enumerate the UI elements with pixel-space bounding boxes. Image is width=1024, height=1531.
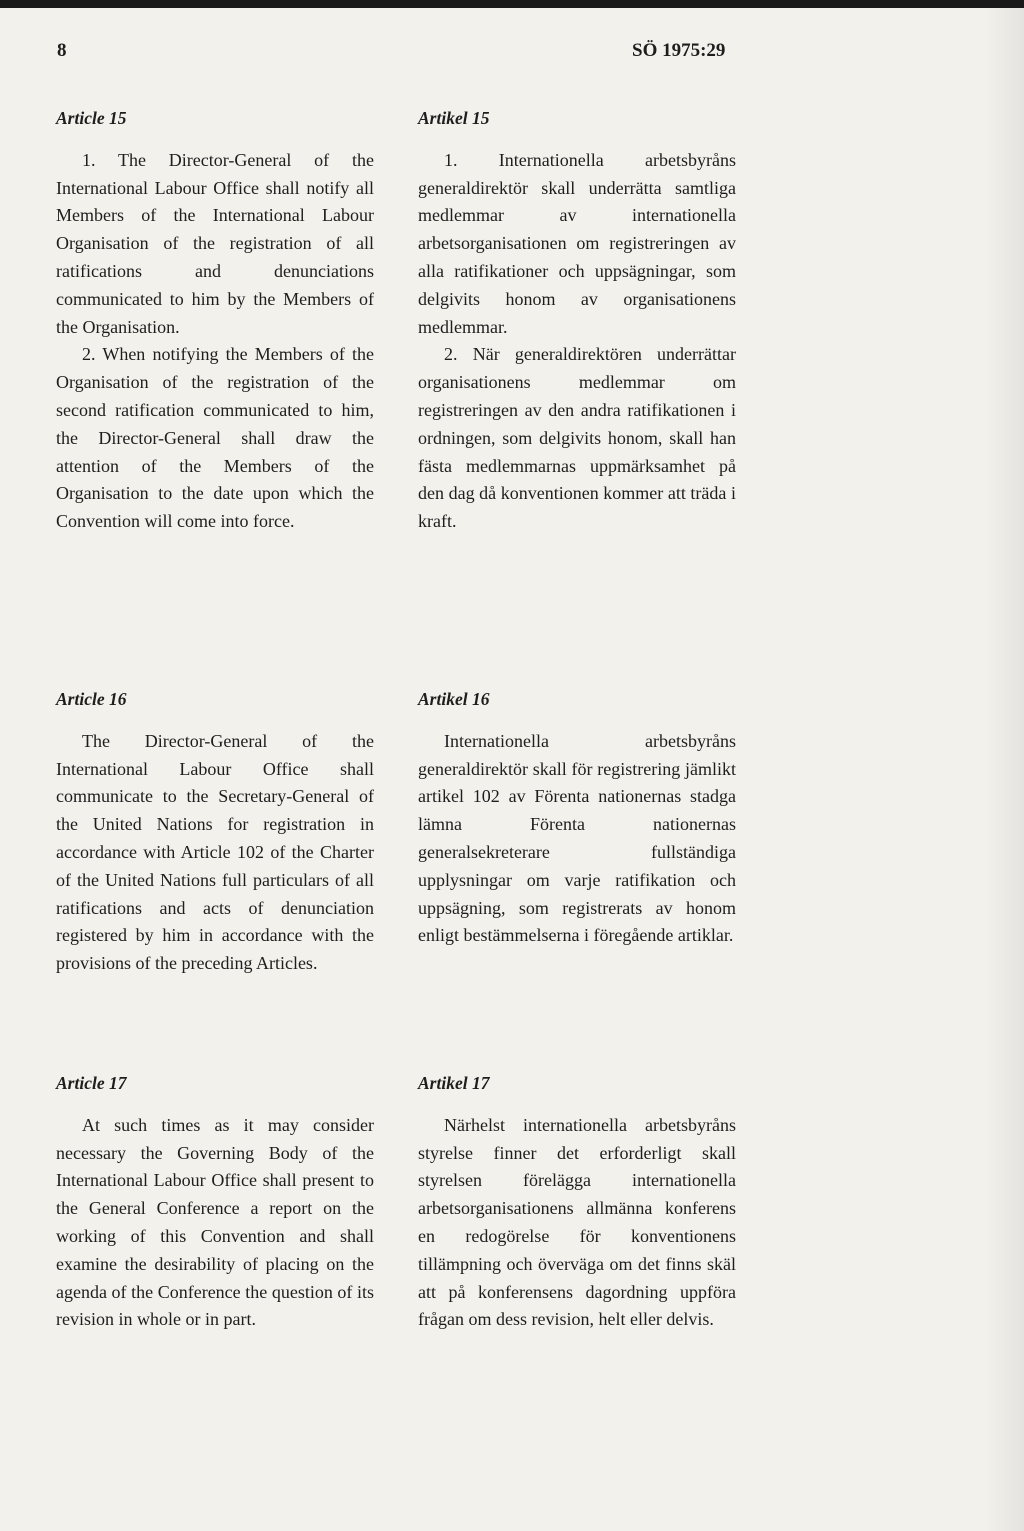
article-17-title: Article 17	[56, 1073, 127, 1093]
article-15-paragraph-2: 2. When notifying the Members of the Organisation of the registration of the second ratification communicated to him, the Director-General shall draw the attention of the Members of the Organisation to the date upon which the Convention will come into force.	[56, 344, 374, 532]
swedish-artikel-17	[418, 1070, 736, 1334]
article-16-paragraph-1: The Director-General of the International Labour Office shall communicate to the Secretary-General of the United Nations for registration in accordance with Article 102 of the Charter of the United Nations full particulars of all ratifications and acts of denunciation registered by him in accordance with the provisions of the preceding Articles.	[56, 730, 374, 974]
swedish-artikel-15	[418, 105, 736, 536]
artikel-15-title: Artikel 15	[418, 108, 490, 128]
artikel-15-paragraph-1: 1. Internationella arbetsbyråns generaldirektör skall underrätta samtliga medlemmar av internationella arbetsorganisationen om registreringen av alla ratifikationer och uppsägningar, som delgivits honom av organisationens medlemmar.	[418, 149, 736, 337]
artikel-16-paragraph-1: Internationella arbetsbyråns generaldirektör skall för registrering jämlikt artikel 102 av Förenta nationernas stadga lämna Förenta nationernas generalsekreterare fullständiga upplysningar om varje ratifikation och uppsägning, som registrerats av honom enligt bestämmelserna i föregående artiklar.	[418, 730, 736, 946]
swedish-artikel-16	[418, 686, 736, 950]
article-17-paragraph-1: At such times as it may consider necessary the Governing Body of the International Labour Office shall present to the General Conference a report on the working of this Convention and shall examine the desirability of placing on the agenda of the Conference the question of its revision in whole or in part.	[56, 1114, 374, 1330]
artikel-17-paragraph-1: Närhelst internationella arbetsbyråns styrelse finner det erforderligt skall styrelsen förelägga internationella arbetsorganisationens allmänna konferens en redogörelse för konventionens tillämpning och överväga om det finns skäl att på konferensens dagordning uppföra frågan om dess revision, helt eller delvis.	[418, 1114, 736, 1330]
artikel-15-paragraph-2: 2. När generaldirektören underrättar organisationens medlemmar om registreringen av den andra ratifikationen i ordningen, som delgivits honom, skall han fästa medlemmarnas uppmärksamhet på den dag då konventionen kommer att träda i kraft.	[418, 344, 736, 532]
article-15-paragraph-1: 1. The Director-General of the International Labour Office shall notify all Members of the International Labour Organisation of the registration of all ratifications and denunciations communicated to him by the Members of the Organisation.	[56, 149, 374, 337]
english-article-15	[56, 105, 374, 536]
artikel-16-title: Artikel 16	[418, 689, 490, 709]
page-number: 8	[57, 40, 67, 61]
top-border	[0, 0, 1024, 8]
artikel-17-title: Artikel 17	[418, 1073, 490, 1093]
article-15-title: Article 15	[56, 108, 127, 128]
english-article-17	[56, 1070, 374, 1334]
document-reference: SÖ 1975:29	[632, 40, 726, 61]
article-16-title: Article 16	[56, 689, 127, 709]
english-article-16	[56, 686, 374, 978]
page-edge-shadow	[984, 0, 1024, 1531]
